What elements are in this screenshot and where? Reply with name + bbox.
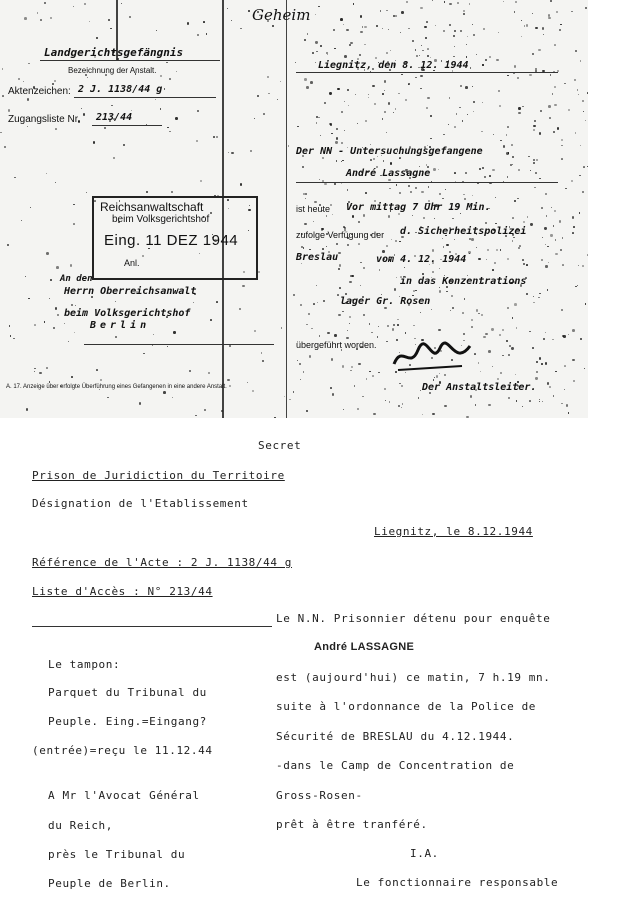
form-order-value: d. Sicherheitspolizei (400, 226, 527, 237)
form-camp-line-2: lager Gr. Rosen (340, 296, 431, 307)
right-col-line: suite à l'ordonnance de la Police de (276, 700, 537, 713)
right-col-line: Le fonctionnaire responsable (356, 876, 559, 889)
right-col-line: Sécurité de BRESLAU du 4.12.1944. (276, 730, 515, 743)
right-col-line: est (aujourd'hui) ce matin, 7 h.19 mn. (276, 671, 551, 684)
left-col-line: (entrée)=reçu le 11.12.44 (32, 744, 213, 757)
form-time-value: Vor mittag 7 Uhr 19 Min. (346, 202, 491, 213)
form-aktenzeichen-value: 2 J. 1138/44 g (78, 84, 163, 95)
form-prisoner-name: André Lassagne (346, 168, 431, 179)
left-col-line: Peuple. Eing.=Eingang? (48, 715, 207, 728)
form-signature-title: Der Anstaltsleiter. (422, 382, 537, 393)
left-col-line: Peuple de Berlin. (48, 877, 171, 890)
received-stamp: Reichsanwaltschaft beim Volksgerichtshof Eing. 11 DEZ 1944 Anl. (92, 196, 258, 280)
form-transferred: übergeführt worden. (296, 340, 377, 350)
form-addressee-3: beim Volksgerichtshof (64, 308, 191, 319)
addressee-rule (32, 626, 272, 627)
right-col-line: prêt à être tranféré. (276, 818, 428, 831)
right-col-line: I.A. (410, 847, 439, 860)
form-zugangsliste-value: 213/44 (96, 112, 133, 123)
left-col-line: du Reich, (48, 819, 114, 832)
form-zugangsliste-label: Zugangsliste Nr. (8, 114, 81, 125)
translation-access-list: Liste d'Accès : N° 213/44 (32, 585, 213, 598)
form-institution-caption: Bezeichnung der Anstalt. (68, 66, 157, 75)
translation-place-date: Liegnitz, le 8.12.1944 (374, 525, 533, 538)
translation-reference: Référence de l'Acte : 2 J. 1138/44 g (32, 556, 293, 569)
translation-designation: Désignation de l'Etablissement (32, 497, 249, 510)
handwritten-signature (392, 336, 472, 376)
translation-prisoner-name: André LASSAGNE (314, 641, 415, 653)
left-col-line: Parquet du Tribunal du (48, 686, 207, 699)
form-order-date: vom 4. 12. 1944 (376, 254, 467, 265)
form-institution: Landgerichtsgefängnis (44, 46, 184, 59)
translation-institution: Prison de Juridiction du Territoire (32, 469, 285, 482)
left-col-line: A Mr l'Avocat Général (48, 789, 200, 802)
form-prisoner-line: Der NN - Untersuchungsgefangene (296, 146, 483, 157)
fold-line-right (286, 0, 287, 418)
form-time-label: ist heute (296, 204, 331, 214)
form-footer: A. 17. Anzeige über erfolgte Überführung eines Gefangenen in eine andere Anstalt. (6, 384, 227, 390)
form-addressee-1: An den (60, 274, 93, 284)
translation-secret: Secret (258, 439, 302, 452)
scanned-german-form (0, 0, 588, 418)
right-col-line: Gross-Rosen- (276, 789, 363, 802)
left-col-line: Le tampon: (48, 658, 121, 671)
form-addressee-2: Herrn Oberreichsanwalt (64, 286, 197, 297)
left-col-line: près le Tribunal du (48, 848, 186, 861)
form-order-place: Breslau (296, 252, 339, 263)
form-camp-line: in das Konzentrations (400, 276, 527, 287)
right-col-line: -dans le Camp de Concentration de (276, 759, 515, 772)
translation-prisoner-line: Le N.N. Prisonnier détenu pour enquête (276, 612, 551, 625)
form-order-label: zufolge Verfügung der (296, 230, 385, 240)
form-place-date: Liegnitz, den 8. 12. 1944 (318, 60, 469, 71)
classification-mark: Geheim (252, 6, 311, 24)
form-aktenzeichen-label: Aktenzeichen: (8, 86, 71, 97)
form-addressee-4: Berlin (90, 320, 151, 331)
